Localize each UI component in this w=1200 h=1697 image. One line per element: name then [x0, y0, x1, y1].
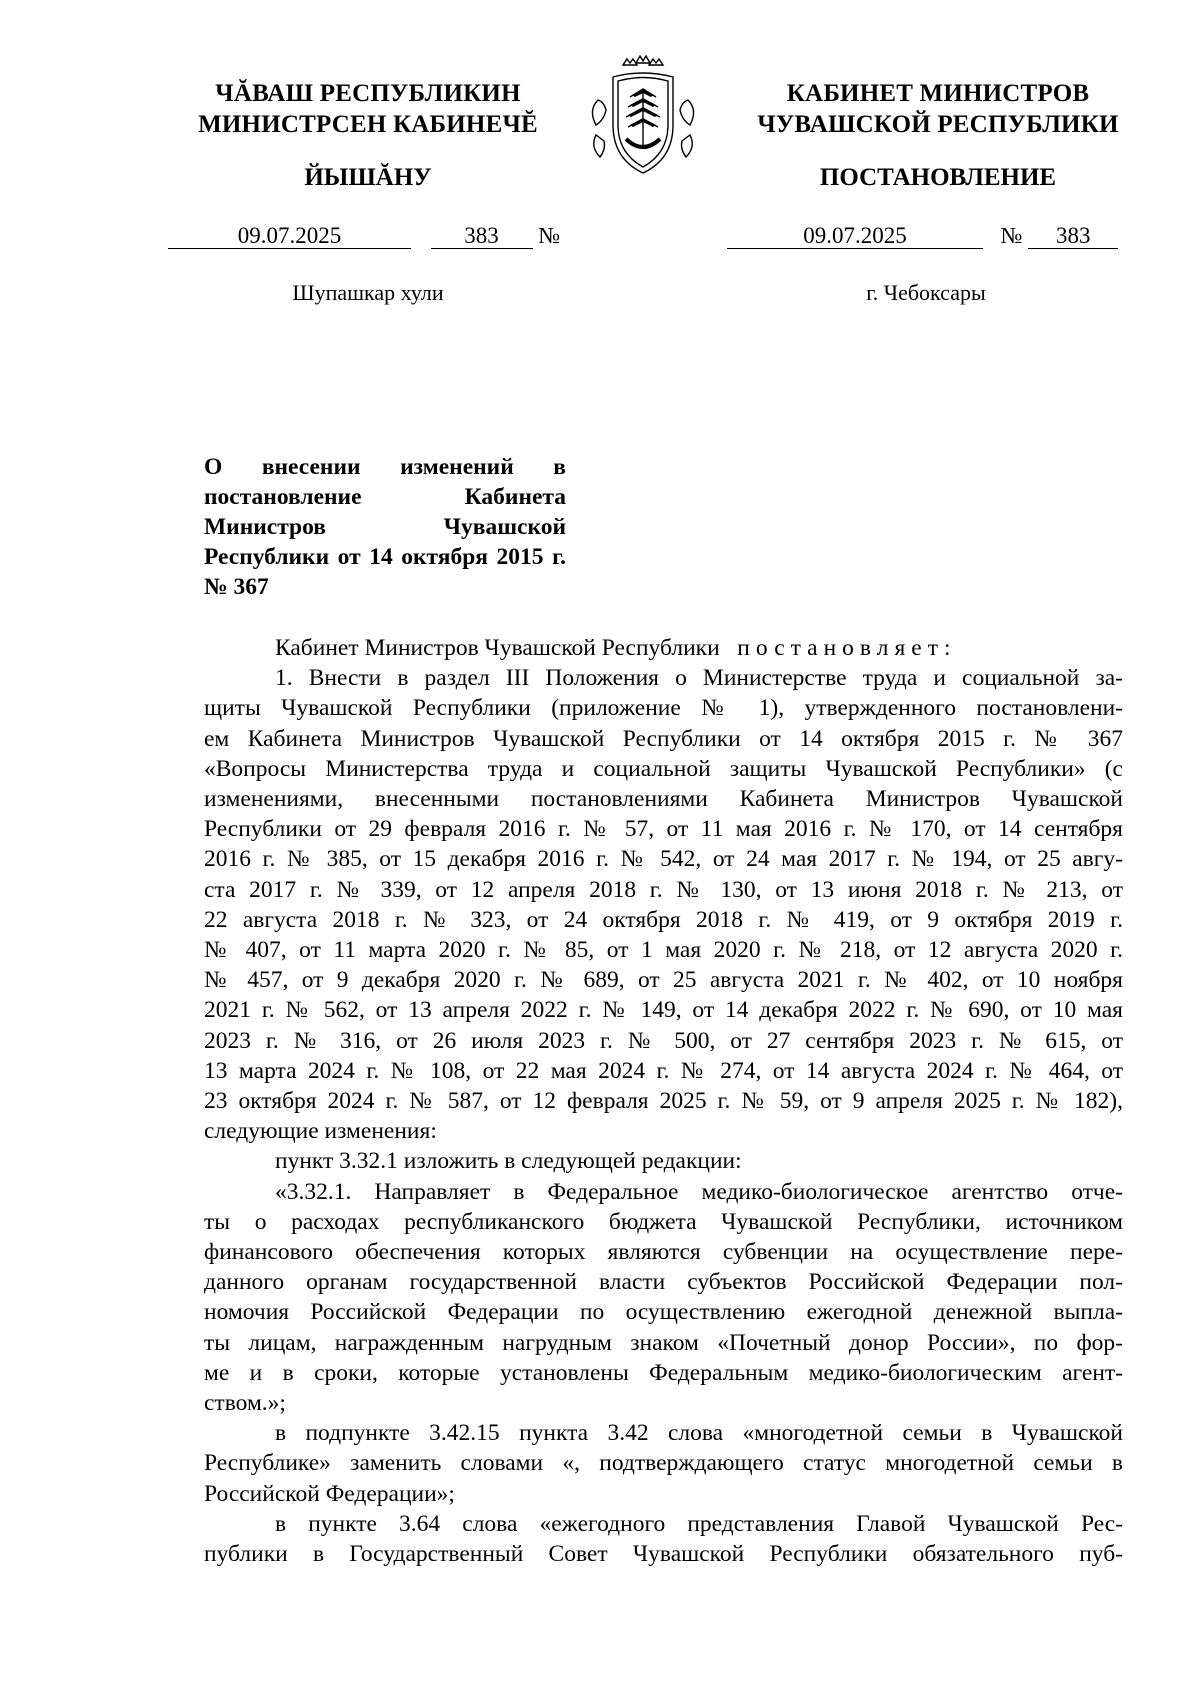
header-left-line2: МИНИСТРСЕН КАБИНЕЧĔ	[198, 111, 538, 138]
header-left-line1: ЧĂВАШ РЕСПУБЛИКИН	[215, 80, 521, 107]
body-line: номочия Российской Федерации по осуществлению ежегодной денежной выпла-	[204, 1299, 1123, 1326]
body-line: публики в Государственный Совет Чувашской Республики обязательного пуб-	[204, 1541, 1123, 1568]
header-right-line2: ЧУВАШСКОЙ РЕСПУБЛИКИ	[757, 111, 1119, 138]
left-number-sign: №	[538, 223, 561, 248]
body-line: данного органам государственной власти субъектов Российской Федерации пол-	[204, 1269, 1123, 1296]
body-line: ем Кабинета Министров Чувашской Республики от 14 октября 2015 г. № 367	[204, 725, 1123, 752]
body-line: в подпункте 3.42.15 пункта 3.42 слова «многодетной семьи в Чувашской	[275, 1420, 1123, 1447]
body-line: 23 октября 2024 г. № 587, от 12 февраля 2025 г. № 59, от 9 апреля 2025 г. № 182),	[204, 1088, 1123, 1115]
body-line: ме и в сроки, которые установлены Федеральным медико-биологическим агент-	[204, 1359, 1123, 1386]
body-line: пункт 3.32.1 изложить в следующей редакции:	[275, 1148, 742, 1175]
left-date: 09.07.2025	[168, 222, 411, 249]
right-number: 383	[1028, 222, 1118, 249]
header-right-line1: КАБИНЕТ МИНИСТРОВ	[786, 80, 1090, 107]
right-date: 09.07.2025	[727, 222, 983, 249]
right-date-number-line	[727, 222, 1118, 250]
body-intro: Кабинет Министров Чувашской Республики	[275, 635, 720, 661]
place-right: г. Чебоксары	[866, 280, 986, 305]
body-line: № 457, от 9 декабря 2020 г. № 689, от 25 августа 2021 г. № 402, от 10 ноября	[204, 967, 1123, 994]
left-date-number-line	[168, 222, 560, 250]
body-line: изменениями, внесенными постановлениями Кабинета Министров Чувашской	[204, 786, 1123, 813]
body-line: 1. Внести в раздел III Положения о Министерстве труда и социальной за-	[275, 665, 1123, 692]
header-right-doctype: ПОСТАНОВЛЕНИЕ	[819, 164, 1057, 191]
body-line: 2016 г. № 385, от 15 декабря 2016 г. № 542, от 24 мая 2017 г. № 194, от 25 авгу-	[204, 846, 1123, 873]
body-line: следующие изменения:	[204, 1118, 437, 1145]
right-number-sign: №	[1000, 223, 1023, 248]
header-left-doctype: ЙЫШĂНУ	[304, 164, 432, 191]
body-line: Российской Федерации»;	[204, 1480, 455, 1507]
header-right-org	[738, 78, 1138, 140]
body-line: 2021 г. № 562, от 13 апреля 2022 г. № 149, от 14 декабря 2022 г. № 690, от 10 мая	[204, 997, 1123, 1024]
body-line: щиты Чувашской Республики (приложение № 1), утвержденного постановлени-	[204, 695, 1123, 722]
left-number: 383	[431, 222, 533, 249]
header-left-org	[168, 78, 568, 140]
body-line: Республике» заменить словами «, подтверждающего статус многодетной семьи в	[204, 1450, 1123, 1477]
body-line: «Вопросы Министерства труда и социальной защиты Чувашской Республики» (с	[204, 755, 1123, 782]
document-title: О внесении изменений в постановление Кабинета Министров Чувашской Республики от 14 октября 2015 г. № 367	[204, 454, 566, 600]
place-left: Шупашкар хули	[292, 280, 444, 305]
body-lines	[204, 663, 1123, 1569]
coat-of-arms-emblem	[568, 55, 718, 180]
body-line: ты лицам, награжденным нагрудным знаком «Почетный донор России», по фор-	[204, 1329, 1123, 1356]
body-line: ты о расходах республиканского бюджета Чувашской Республики, источником	[204, 1208, 1123, 1235]
body-line: в пункте 3.64 слова «ежегодного представления Главой Чувашской Рес-	[275, 1510, 1123, 1537]
document-body	[204, 633, 1123, 1569]
body-line: 2023 г. № 316, от 26 июля 2023 г. № 500, от 27 сентября 2023 г. № 615, от	[204, 1027, 1123, 1054]
body-line: 22 августа 2018 г. № 323, от 24 октября 2018 г. № 419, от 9 октября 2019 г.	[204, 906, 1123, 933]
body-line: № 407, от 11 марта 2020 г. № 85, от 1 мая 2020 г. № 218, от 12 августа 2020 г.	[204, 937, 1123, 964]
body-line: Республики от 29 февраля 2016 г. № 57, от 11 мая 2016 г. № 170, от 14 сентября	[204, 816, 1123, 843]
body-line: «3.32.1. Направляет в Федеральное медико-биологическое агентство отче-	[275, 1178, 1123, 1205]
body-line: финансового обеспечения которых являются субвенции на осуществление пере-	[204, 1239, 1123, 1266]
body-line: ста 2017 г. № 339, от 12 апреля 2018 г. № 130, от 13 июня 2018 г. № 213, от	[204, 876, 1123, 903]
body-intro-line	[204, 633, 1123, 663]
body-intro-verb: постановляет:	[737, 635, 957, 661]
body-line: ством.»;	[204, 1390, 286, 1417]
body-line: 13 марта 2024 г. № 108, от 22 мая 2024 г. № 274, от 14 августа 2024 г. № 464, от	[204, 1057, 1123, 1084]
